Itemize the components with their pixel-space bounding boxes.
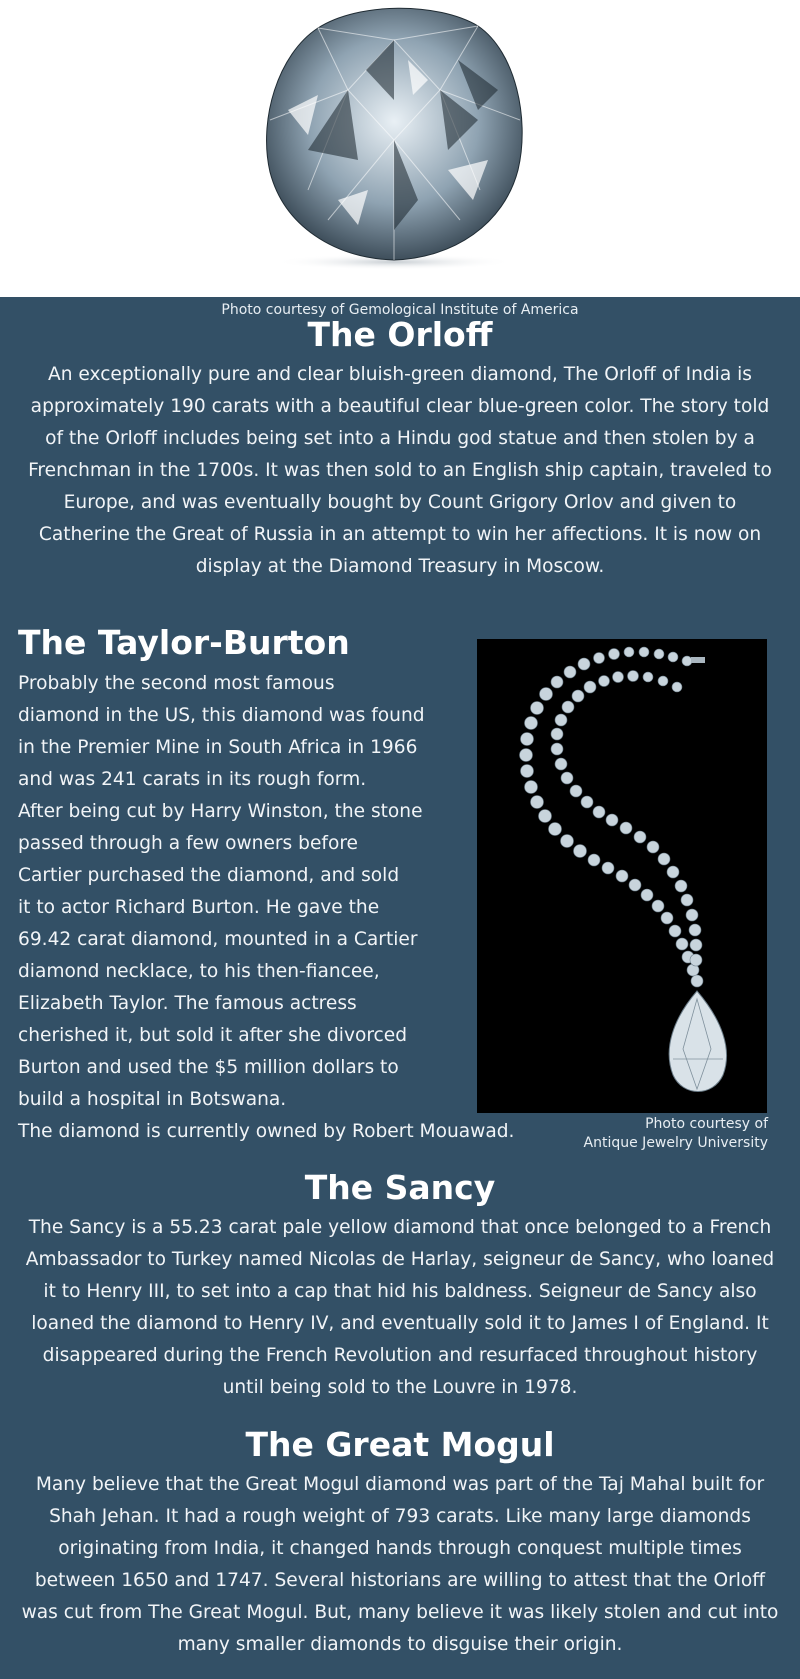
taylor-burton-title: The Taylor-Burton [18, 623, 350, 662]
taylor-burton-line: and was 241 carats in its rough form. [18, 769, 367, 790]
taylor-burton-line: passed through a few owners before [18, 833, 358, 854]
content-panel [0, 297, 800, 1679]
photo-credit-line-1: Photo courtesy of [645, 1116, 768, 1132]
taylor-burton-line: Cartier purchased the diamond, and sold [18, 865, 400, 886]
orloff-diamond-photo [248, 0, 540, 272]
sancy-description: The Sancy is a 55.23 carat pale yellow diamond that once belonged to a French Ambassador to Turkey named Nicolas de Harlay, seigneur de Sancy, who loaned it to Henry III, to set into a cap that hid his baldness. Seigneur de Sancy also loaned the diamond to Henry IV, and eventually sold it to James I of England. It disappeared during the French Revolution and resurfaced throughout history until being sold to the Louvre in 1978. [25, 1217, 775, 1398]
taylor-burton-line: cherished it, but sold it after she divorced [18, 1025, 408, 1046]
taylor-burton-photo-credit [560, 1115, 768, 1153]
photo-credit-line-2: Antique Jewelry University [583, 1135, 768, 1151]
taylor-burton-line: diamond in the US, this diamond was found [18, 705, 425, 726]
orloff-title: The Orloff [307, 315, 493, 354]
taylor-burton-line: build a hospital in Botswana. [18, 1089, 287, 1110]
taylor-burton-line: The diamond is currently owned by Robert Mouawad. [18, 1121, 515, 1142]
taylor-burton-line: After being cut by Harry Winston, the stone [18, 801, 423, 822]
orloff-description: An exceptionally pure and clear bluish-green diamond, The Orloff of India is approximately 190 carats with a beautiful clear blue-green color. The story told of the Orloff includes being set into a Hindu god statue and then stolen by a Frenchman in the 1700s. It was then sold to an English ship captain, traveled to Europe, and was eventually bought by Count Grigory Orlov and given to Catherine the Great of Russia in an attempt to win her affections. It is now on display at the Diamond Treasury in Moscow. [28, 364, 772, 577]
taylor-burton-line: Probably the second most famous [18, 673, 335, 694]
taylor-burton-line: in the Premier Mine in South Africa in 1966 [18, 737, 418, 758]
taylor-burton-necklace-photo [477, 639, 767, 1113]
taylor-burton-line: Burton and used the $5 million dollars to [18, 1057, 399, 1078]
orloff-photo-credit: Photo courtesy of Gemological Institute of America [221, 302, 579, 318]
taylor-burton-line: diamond necklace, to his then-fiancee, [18, 961, 380, 982]
sancy-title: The Sancy [304, 1168, 496, 1207]
taylor-burton-line: Elizabeth Taylor. The famous actress [18, 993, 357, 1014]
great-mogul-description: Many believe that the Great Mogul diamond was part of the Taj Mahal built for Shah Jehan. It had a rough weight of 793 carats. Like many large diamonds originating from India, it changed hands through conquest multiple times between 1650 and 1747. Several historians are willing to attest that the Orloff was cut from The Great Mogul. But, many believe it was likely stolen and cut into many smaller diamonds to disguise their origin. [21, 1474, 779, 1655]
hero-image-area [0, 0, 800, 297]
taylor-burton-line: it to actor Richard Burton. He gave the [18, 897, 380, 918]
taylor-burton-line: 69.42 carat diamond, mounted in a Cartier [18, 929, 418, 950]
great-mogul-title: The Great Mogul [245, 1425, 555, 1464]
taylor-burton-description [18, 668, 515, 1148]
